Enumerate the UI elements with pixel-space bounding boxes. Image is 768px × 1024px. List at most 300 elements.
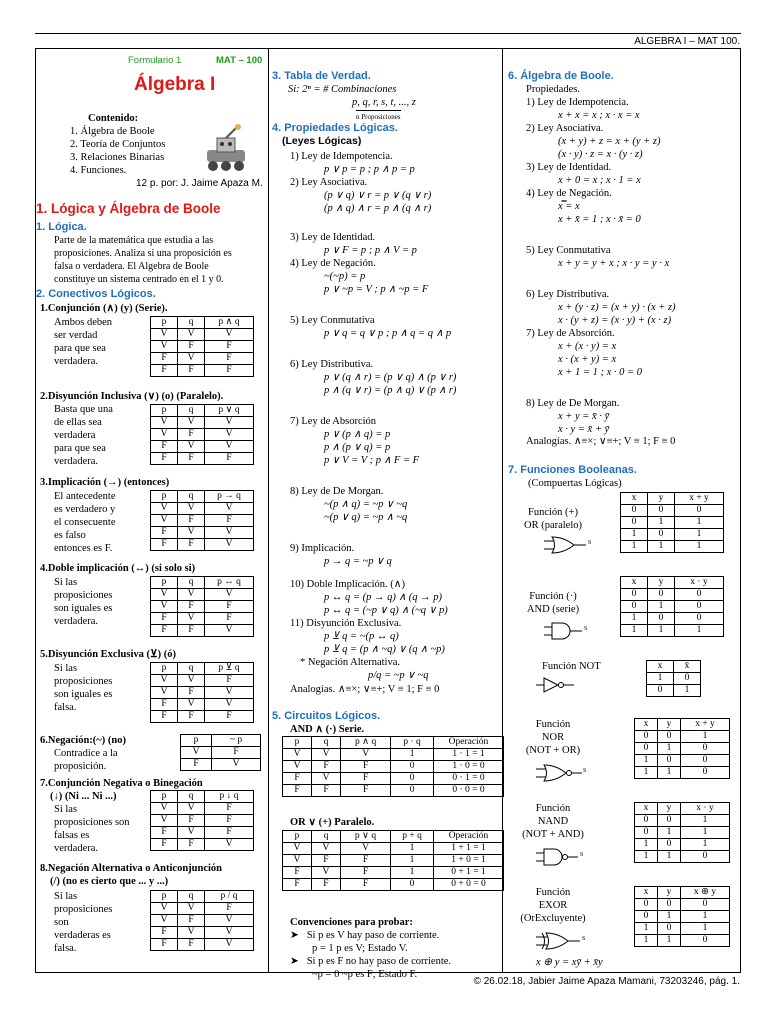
section-logica: 1. Lógica.: [36, 221, 87, 233]
table-header-row: [635, 719, 730, 731]
table-cell: F: [178, 625, 205, 637]
table-row: [151, 699, 254, 711]
column-header: p: [151, 317, 178, 329]
table-cell: F: [151, 441, 178, 453]
svg-text:S: S: [588, 540, 592, 546]
table-cell: 0: [681, 899, 730, 911]
convenciones-heading: Convenciones para probar:: [290, 917, 413, 928]
table-cell: 0: [681, 743, 730, 755]
text-line: Función: [535, 719, 571, 730]
table-row: [151, 417, 254, 429]
column-header: x + y: [675, 493, 724, 505]
contenido-item: 1. Álgebra de Boole: [70, 126, 155, 137]
truth-table: [634, 802, 730, 863]
column-header: p: [151, 577, 178, 589]
table-row: [151, 601, 254, 613]
table-cell: 1: [391, 867, 434, 879]
column-header: x: [635, 719, 658, 731]
disy-text: [54, 403, 113, 468]
truth-table: [634, 886, 730, 947]
table-cell: V: [151, 417, 178, 429]
column-header: y: [658, 719, 681, 731]
table-cell: 1: [675, 625, 724, 637]
table-cell: 1: [621, 541, 648, 553]
law-title: 7) Ley de Absorción: [290, 416, 377, 427]
or-gate-table: [620, 492, 724, 553]
table-cell: 0: [391, 773, 434, 785]
table-cell: F: [151, 613, 178, 625]
table-cell: F: [205, 815, 254, 827]
table-cell: 0: [658, 923, 681, 935]
table-cell: F: [151, 365, 178, 377]
table-row: [151, 441, 254, 453]
column-header: x · y: [675, 577, 724, 589]
law-formula: p → q = ~p ∨ q: [324, 556, 392, 567]
nalt-heading: 8.Negación Alternativa o Anticonjunción: [40, 863, 223, 874]
table-row: [621, 589, 724, 601]
table-cell: F: [178, 601, 205, 613]
law-11-f2: p ⊻ q = (p ∧ ~q) ∨ (q ∧ ~p): [324, 644, 445, 655]
column-header: y: [648, 577, 675, 589]
table-cell: V: [151, 903, 178, 915]
truth-table: [282, 736, 504, 797]
column-header: x: [621, 577, 648, 589]
law-formula: x · (x + y) = x: [558, 354, 617, 365]
table-cell: 1: [675, 541, 724, 553]
table-row: [151, 429, 254, 441]
exor-gate-table: [634, 886, 730, 947]
column-header: p / q: [205, 891, 254, 903]
table-cell: V: [178, 803, 205, 815]
text-line: entonces es F.: [54, 543, 113, 554]
text-line: proposiciones. Analiza si una proposición es: [54, 248, 232, 259]
propiedades-label: Propiedades.: [526, 84, 580, 95]
column-header: q: [178, 663, 205, 675]
table-cell: V: [151, 675, 178, 687]
table-cell: F: [178, 539, 205, 551]
table-cell: 0: [635, 827, 658, 839]
table-row: [283, 785, 504, 797]
table-cell: V: [151, 803, 178, 815]
column-header: Operación: [433, 737, 503, 749]
table-header-row: [283, 831, 504, 843]
law-title: 4) Ley de Negación.: [526, 188, 612, 199]
column-header: x · y: [681, 803, 730, 815]
table-cell: 1: [621, 625, 648, 637]
law-11-title: 11) Disyunción Exclusiva.: [290, 618, 402, 629]
text-line: Si las: [54, 577, 78, 588]
table-cell: F: [212, 747, 261, 759]
law-title: 5) Ley Conmutativa: [290, 315, 375, 326]
contenido-item: 4. Funciones.: [70, 165, 127, 176]
table-cell: 0: [681, 767, 730, 779]
law-10-f1: p ↔ q = (p → q) ∧ (q → p): [324, 592, 443, 603]
table-cell: F: [178, 515, 205, 527]
column-header: y: [658, 887, 681, 899]
text-line: para que sea: [54, 343, 106, 354]
law-title: 8) Ley de De Morgan.: [526, 398, 620, 409]
table-cell: 0 · 0 = 0: [433, 785, 503, 797]
table-cell: V: [205, 939, 254, 951]
table-cell: V: [178, 675, 205, 687]
law-title: 2) Ley Asociativa.: [526, 123, 604, 134]
table-cell: 1: [621, 613, 648, 625]
table-cell: F: [178, 453, 205, 465]
table-cell: 0: [658, 815, 681, 827]
table-cell: F: [205, 903, 254, 915]
conj-table: [150, 316, 254, 377]
column-header: p: [283, 831, 312, 843]
column-header: y: [658, 803, 681, 815]
truth-table: [150, 790, 254, 851]
negacion-alternativa: * Negación Alternativa.: [300, 657, 401, 668]
table-row: [151, 503, 254, 515]
author-line: 12 p. por: J. Jaime Apaza M.: [136, 178, 263, 189]
table-row: [151, 625, 254, 637]
table-row: [283, 855, 504, 867]
not-gate-icon: [536, 674, 586, 696]
table-cell: V: [205, 915, 254, 927]
leyes-logicas-label: (Leyes Lógicas): [282, 135, 362, 147]
or-gate-label: [508, 506, 598, 532]
text-line: son iguales es: [54, 603, 113, 614]
column-header: p ⊻ q: [205, 663, 254, 675]
table-cell: V: [283, 843, 312, 855]
table-cell: F: [178, 429, 205, 441]
truth-table: [150, 404, 254, 465]
text-line: (NOT + AND): [522, 829, 584, 840]
law-formula: ~(~p) = p: [324, 271, 366, 282]
table-cell: 0: [674, 673, 701, 685]
and-gate-label: [508, 590, 598, 616]
table-row: [635, 743, 730, 755]
table-row: [151, 453, 254, 465]
table-cell: F: [178, 341, 205, 353]
table-row: [151, 711, 254, 723]
table-cell: V: [340, 843, 390, 855]
table-cell: F: [311, 879, 340, 891]
column-header: p: [151, 663, 178, 675]
table-cell: F: [205, 353, 254, 365]
table-row: [635, 851, 730, 863]
impl-table: [150, 490, 254, 551]
top-rule: [35, 33, 741, 34]
table-row: [151, 675, 254, 687]
table-cell: F: [341, 773, 391, 785]
column-header: p: [151, 791, 178, 803]
law-formula: (p ∧ q) ∧ r = p ∧ (q ∧ r): [324, 203, 432, 214]
table-cell: V: [283, 761, 312, 773]
column-header: x ⊕ y: [681, 887, 730, 899]
text-line: EXOR: [538, 900, 568, 911]
nalt-text: [54, 890, 112, 955]
table-cell: F: [151, 625, 178, 637]
law-title: 4) Ley de Negación.: [290, 258, 376, 269]
table-cell: V: [151, 429, 178, 441]
column-header: p ↓ q: [205, 791, 254, 803]
text-line: proposiciones: [54, 904, 113, 915]
law-formula: ~(p ∧ q) = ~p ∨ ~q: [324, 499, 408, 510]
text-line: verdadera.: [54, 456, 99, 467]
text-line: (OrExcluyente): [520, 913, 586, 924]
table-row: [151, 539, 254, 551]
table-row: [151, 939, 254, 951]
not-gate-table: [646, 660, 701, 697]
table-cell: V: [205, 429, 254, 441]
table-cell: F: [178, 711, 205, 723]
chapter-heading: 1. Lógica y Álgebra de Boole: [36, 201, 221, 216]
text-line: proposiciones: [54, 676, 113, 687]
table-header-row: [621, 577, 724, 589]
table-cell: F: [205, 601, 254, 613]
text-line: falsa o verdadera. El Algebra de Boole: [54, 261, 209, 272]
table-cell: F: [151, 527, 178, 539]
table-row: [647, 673, 701, 685]
footer-credit: © 26.02.18, Jabier Jaime Apaza Mamani, 73203246, pág. 1.: [473, 976, 740, 987]
table-row: [283, 843, 504, 855]
text-line: para que sea: [54, 443, 106, 454]
text-line: AND (serie): [526, 604, 580, 615]
table-cell: V: [151, 915, 178, 927]
table-cell: F: [178, 939, 205, 951]
table-cell: F: [283, 773, 312, 785]
table-cell: 1: [648, 601, 675, 613]
impl-heading: 3.Implicación (→) (entonces): [40, 477, 170, 488]
table-cell: 1: [675, 517, 724, 529]
table-cell: V: [178, 527, 205, 539]
and-gate-icon: [544, 620, 594, 642]
table-cell: F: [151, 699, 178, 711]
column-header: x̄: [674, 661, 701, 673]
table-cell: 0: [635, 815, 658, 827]
table-cell: F: [205, 675, 254, 687]
table-cell: V: [312, 749, 341, 761]
table-cell: 0: [658, 731, 681, 743]
table-header-row: [151, 491, 254, 503]
table-row: [151, 903, 254, 915]
law-title: 6) Ley Distributiva.: [290, 359, 374, 370]
table-cell: 1: [635, 923, 658, 935]
dexc-heading: 5.Disyunción Exclusiva (⊻) (ó): [40, 649, 177, 660]
law-formula: x · y = x̄ + ȳ: [558, 424, 610, 435]
table-cell: 0: [648, 529, 675, 541]
law-formula: ~(p ∨ q) = ~p ∧ ~q: [324, 512, 408, 523]
law-formula: x + x̄ = 1 ; x · x̄ = 0: [558, 214, 641, 225]
table-header-row: [151, 317, 254, 329]
table-cell: V: [212, 759, 261, 771]
column-header: q: [178, 791, 205, 803]
table-row: [635, 923, 730, 935]
table-cell: 0: [681, 935, 730, 947]
column-header: p · q: [391, 737, 434, 749]
truth-table: [634, 718, 730, 779]
table-header-row: [283, 737, 504, 749]
table-cell: F: [312, 761, 341, 773]
section-conectivos: 2. Conectivos Lógicos.: [36, 288, 156, 300]
table-cell: 1: [635, 935, 658, 947]
table-cell: 1: [391, 749, 434, 761]
table-cell: F: [178, 365, 205, 377]
column-header: p ∧ q: [205, 317, 254, 329]
logica-text: [54, 234, 232, 286]
table-row: [151, 329, 254, 341]
robot-illustration: [201, 124, 251, 172]
table-cell: V: [205, 417, 254, 429]
table-cell: F: [311, 855, 340, 867]
table-cell: 0: [648, 613, 675, 625]
nor-gate-label: [508, 718, 598, 757]
table-cell: 0: [621, 517, 648, 529]
table-cell: 1: [635, 755, 658, 767]
column-header: q: [311, 831, 340, 843]
table-cell: V: [178, 927, 205, 939]
text-line: (NOT + OR): [525, 745, 581, 756]
law-formula: p ∧ (p ∨ q) = p: [324, 442, 391, 453]
column-header: p: [151, 891, 178, 903]
law-title: 6) Ley Distributiva.: [526, 289, 610, 300]
table-cell: V: [205, 329, 254, 341]
cneg-table: [150, 790, 254, 851]
convenciones-list: [290, 929, 451, 981]
text-line: de ellas sea: [54, 417, 102, 428]
table-header-row: [621, 493, 724, 505]
table-header-row: [151, 791, 254, 803]
text-line: es falso: [54, 530, 86, 541]
table-row: [151, 341, 254, 353]
column-header: p: [151, 491, 178, 503]
table-cell: 1: [681, 827, 730, 839]
table-row: [647, 685, 701, 697]
convencion-item: ➤ Si p es V hay paso de corriente.: [290, 930, 440, 941]
table-row: [151, 915, 254, 927]
column-header: x: [647, 661, 674, 673]
table-header-row: [151, 577, 254, 589]
svg-text:S: S: [583, 768, 587, 774]
table-cell: 1 + 1 = 1: [433, 843, 503, 855]
table-cell: 1: [658, 743, 681, 755]
table-row: [635, 911, 730, 923]
table-cell: 0: [621, 589, 648, 601]
text-line: Parte de la matemática que estudia a las: [54, 235, 214, 246]
cneg-heading: 7.Conjunción Negativa o Binegación: [40, 778, 203, 789]
table-cell: 0: [658, 755, 681, 767]
table-cell: 1: [391, 843, 434, 855]
table-cell: 0 · 1 = 0: [433, 773, 503, 785]
law-10-f2: p ↔ q = (~p ∨ q) ∧ (~q ∨ p): [324, 605, 448, 616]
text-line: es verdadero y: [54, 504, 116, 515]
table-cell: 1: [681, 815, 730, 827]
law-formula: p ∨ (p ∧ q) = p: [324, 429, 391, 440]
disy-heading: 2.Disyunción Inclusiva (∨) (o) (Paralelo).: [40, 391, 224, 402]
table-cell: F: [312, 785, 341, 797]
neg-table: [180, 734, 261, 771]
section-tabla-verdad: 3. Tabla de Verdad.: [272, 70, 371, 82]
text-line: Si p es V hay paso de corriente.: [306, 930, 440, 941]
table-cell: F: [178, 687, 205, 699]
cneg-sub: (↓) (Ni ... Ni ...): [50, 791, 117, 802]
table-cell: V: [151, 589, 178, 601]
table-row: [635, 827, 730, 839]
convencion-item: ~p = 0 ~p es F; Estado F.: [312, 969, 418, 980]
table-cell: 0: [621, 601, 648, 613]
table-cell: F: [151, 539, 178, 551]
formulario-label: Formulario 1: [128, 55, 182, 66]
nand-gate-icon: [536, 846, 592, 868]
table-row: [621, 541, 724, 553]
table-cell: 1: [674, 685, 701, 697]
table-cell: 1: [681, 911, 730, 923]
column-header: p ∧ q: [341, 737, 391, 749]
text-line: Función (+): [528, 507, 578, 518]
law-formula: x + 1 = 1 ; x · 0 = 0: [558, 367, 642, 378]
table-row: [283, 749, 504, 761]
text-line: ser verdad: [54, 330, 98, 341]
table-cell: 0 + 1 = 1: [433, 867, 503, 879]
dimp-text: [54, 576, 112, 628]
truth-table: [150, 890, 254, 951]
contenido-label: Contenido:: [88, 113, 139, 124]
table-cell: 1: [647, 673, 674, 685]
table-row: [635, 935, 730, 947]
text-line: falsa.: [54, 702, 77, 713]
table-header-row: [635, 887, 730, 899]
column-header: x: [635, 803, 658, 815]
table-cell: 1: [681, 839, 730, 851]
truth-table: [150, 316, 254, 377]
column-header: x: [621, 493, 648, 505]
table-cell: 1: [391, 855, 434, 867]
text-line: son iguales es: [54, 689, 113, 700]
table-cell: 0: [635, 731, 658, 743]
law-formula: (x · y) · z = x · (y · z): [558, 149, 643, 160]
column-header: p → q: [205, 491, 254, 503]
or-gate-icon: [544, 534, 594, 556]
table-row: [635, 839, 730, 851]
law-formula: p ∨ ~p = V ; p ∧ ~p = F: [324, 284, 429, 295]
table-cell: F: [151, 839, 178, 851]
law-formula: p ∨ q = q ∨ p ; p ∧ q = q ∧ p: [324, 328, 452, 339]
section-funciones: 7. Funciones Booleanas.: [508, 464, 637, 476]
column-header: p ↔ q: [205, 577, 254, 589]
neg-text: [54, 747, 118, 773]
law-title: 9) Implicación.: [290, 543, 355, 554]
table-row: [283, 773, 504, 785]
or-circuit-table: [282, 830, 504, 891]
text-line: Ambos deben: [54, 317, 113, 328]
column-header: p + q: [391, 831, 434, 843]
table-cell: 1: [648, 625, 675, 637]
table-cell: 0: [647, 685, 674, 697]
text-line: son: [54, 917, 69, 928]
text-line: proposición.: [54, 761, 107, 772]
text-line: verdadera.: [54, 356, 99, 367]
truth-table: [150, 662, 254, 723]
table-cell: 0: [648, 589, 675, 601]
table-cell: V: [178, 589, 205, 601]
table-cell: V: [151, 503, 178, 515]
table-cell: 0: [635, 743, 658, 755]
text-line: Basta que una: [54, 404, 113, 415]
table-cell: V: [311, 843, 340, 855]
table-cell: 1: [675, 529, 724, 541]
nalt-table: [150, 890, 254, 951]
table-row: [635, 755, 730, 767]
dexc-text: [54, 662, 112, 714]
section-propiedades: 4. Propiedades Lógicas.: [272, 122, 398, 134]
table-cell: V: [151, 601, 178, 613]
table-header-row: [181, 735, 261, 747]
tabla-verdad-n: n Proposiciones: [356, 110, 401, 124]
